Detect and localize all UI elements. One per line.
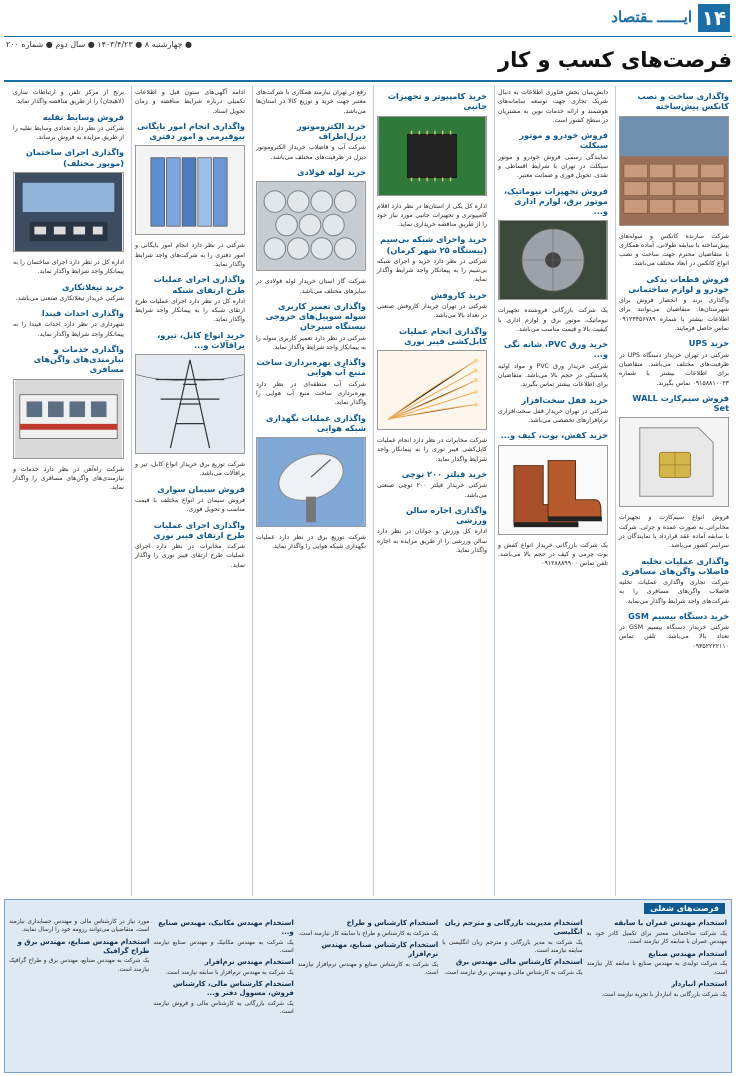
- item-title: فروش سیم‌کارت WALL Set: [632, 392, 729, 414]
- item-body: نمایندگی رسمی فروش خودرو و موتور سیکلت در تهران با شرایط اقساطی و نقدی. تحویل فوری و ضمانت معتبر.: [498, 153, 608, 180]
- item-title: خرید واجرای شبکه بی‌سیم (بیستگاه ۲۵ شهر کرمان): [380, 234, 487, 255]
- column: [10, 86, 127, 896]
- article-columns: [4, 86, 732, 896]
- job-title: استخدام کارشناس مالی، کارشناس فروش، مسوول دفتر و...: [172, 980, 294, 998]
- item-title: واگذاری عملیات تخلیه فاضلاب واگن‌های مسافری: [621, 555, 729, 576]
- item-title: خرید کامپیوتر و تجهیزات جانبی: [387, 91, 487, 112]
- item-body: شرکتی خریدار دستگاه بیسیم GSM در تعداد بالا می‌باشد. تلفن تماس ۰۹۳۵۲۲۲۲۱۱۰: [619, 624, 729, 650]
- item-title: خرید قفل سخت‌افزار: [521, 394, 608, 405]
- job-body: یک شرکت بازرگانی به انباردار با تجربه نیازمند است.: [601, 991, 727, 998]
- job-body: یک شرکت به مدیر بازرگانی و مترجم زبان انگلیسی با سابقه نیازمند است.: [442, 939, 583, 954]
- item-body: رفع در تهران نیازمند همکاری با شرکت‌های معتبر جهت خرید و توزیع کالا در استان‌ها می‌باشد.: [256, 89, 366, 115]
- item-body: شرکتی در نظر دارد تعدادی وسایط نقلیه را از طریق مزایده به فروش برساند.: [13, 124, 124, 142]
- job-body: یک شرکت به کارشناس و طراح با سابقه کار نیازمند است.: [298, 930, 439, 937]
- item-title: خرید کاروفش: [430, 289, 487, 300]
- item-body: اداره کل در نظر دارد اجرای ساختمان را به پیمانکار واجد شرایط واگذار نماید.: [13, 258, 124, 276]
- item-title: خرید تیغلاتکاری: [61, 281, 124, 292]
- item-body: شرکت تجاری واگذاری عملیات تخلیه فاضلاب واگن‌های مسافری را به شرکت‌های واجد شرایط واگذار می‌نماید.: [619, 579, 729, 605]
- column: [615, 86, 732, 896]
- item-title: واگذاری اجرای ساختمان (موبور مختلف): [25, 147, 124, 168]
- item-title: خرید لوله فولادی: [296, 166, 366, 177]
- job-title: استخدام کارشناس و طراح: [346, 919, 439, 927]
- page-header: [4, 4, 732, 82]
- item-body: شرکت راه‌آهن در نظر دارد خدمات و نیازمندی‌های واگن‌های مسافری را واگذار نماید.: [13, 465, 124, 492]
- job-title: استخدام مهندس صنایع، مهندس برق و طراح گرافیک: [17, 937, 150, 955]
- item-body: شرکت توزیع برق خریدار انواع کابل، تیر و یراقآلات می‌باشد.: [135, 461, 245, 478]
- fiber-optic-photo: [377, 350, 487, 430]
- column: [373, 86, 490, 896]
- boots-photo: [498, 445, 608, 535]
- job-title: استخدام انباردار: [671, 980, 727, 989]
- job-body: یک شرکت به کارشناس صنایع و مهندس نرم‌افزار نیازمند است.: [297, 961, 439, 977]
- item-title: خرید الکتروموتور دیزل‌اطراف: [297, 120, 366, 142]
- power-tower-photo: [135, 354, 245, 454]
- item-body: شرکت توزیع برق در نظر دارد عملیات نگهداری شبکه هوایی را واگذار نماید.: [256, 534, 366, 551]
- item-title: خرید کفش، بوت، کیف و...: [500, 430, 608, 441]
- job-title: استخدام مهندس مکانیک، مهندس صنایع و...: [158, 919, 294, 936]
- item-body: فروش سیمان در انواع مختلف با قیمت مناسب و تحویل فوری.: [135, 497, 245, 514]
- binders-photo: [135, 145, 245, 235]
- item-body: شرکت سازنده کانکس و سوله‌های پیش‌ساخته با سابقه طولانی، آماده همکاری با متقاضیان محترم جهت ساخت و نصب انواع کانکس در ابعاد مختلف می‌باشد.: [619, 232, 729, 268]
- item-title: واگذاری اجاره سالن ورزشی: [405, 504, 487, 526]
- job-body: یک شرکت بازرگانی به کارشناس مالی و فروش نیازمند است.: [153, 1000, 294, 1016]
- item-body: شرکت آب و فاضلاب خریدار الکتروموتور دیزل در ظرفیت‌های مختلف می‌باشد.: [256, 144, 366, 161]
- dateline: ● چهارشنبه ۸ ● ۱۴۰۳/۴/۲۳ ● سال دوم ● شماره ۲۰۰: [6, 40, 192, 49]
- item-title: واگذاری انجام عملیات کابل‌کشی فیبر نوری: [398, 325, 487, 346]
- job-column: [442, 916, 582, 1068]
- job-column: [298, 916, 438, 1068]
- job-body: یک شرکت ساختمانی معتبر برای تکمیل کادر خود به مهندس عمران با سابقه کار نیازمند است.: [586, 930, 727, 946]
- item-title: واگذاری خدمات و نیازمندی‌های واگن‌های مسافری: [33, 343, 124, 375]
- microchip-photo: [377, 116, 487, 196]
- job-opportunities-box: [4, 899, 732, 1073]
- item-body: یک شرکت بازرگانی فروشنده تجهیزات نیوماتیک، موتور برق و لوازم اداری با کیفیت بالا و قیمت مناسب می‌باشد.: [498, 307, 608, 333]
- item-body: شرکتی خریدار فیلتر ۲۰۰ توچی صنعتی می‌باشد.: [377, 482, 488, 499]
- train-wagon-photo: [13, 379, 124, 459]
- job-columns: [9, 916, 727, 1068]
- item-title: واگذاری اجرای عملیات طرح ارتقای شبکه: [153, 274, 245, 295]
- item-title: واگذاری انجام امور بایگانی بیوقیرمی و امور دفتری: [137, 120, 245, 142]
- item-body: شرکت مخابرات در نظر دارد انجام عملیات کابل‌کشی فیبر نوری را به پیمانکار واجد شرایط واگذار نماید.: [377, 437, 487, 463]
- item-title: خرید UPS: [688, 338, 729, 349]
- column: [131, 86, 248, 896]
- item-body: دانش‌بنیان بخش فناوری اطلاعات به دنبال شریک تجاری جهت توسعه سامانه‌های هوشمند و ارائه خدمات نوین به مشتریان در سطح کشور است.: [498, 89, 608, 124]
- item-body: شرکتی در تهران خریدار کاروفش صنعتی در تعداد بالا می‌باشد.: [377, 303, 487, 320]
- job-body: یک شرکت تولیدی به مهندس صنایع با سابقه کار نیازمند است.: [586, 961, 727, 976]
- item-title: فروش تجهیزات نیوماتیک، موتور برق، لوازم اداری و...: [504, 185, 608, 217]
- item-body: شهرداری در نظر دارد احداث فیندا را به پیمانکار واجد شرایط واگذار نماید.: [13, 321, 124, 338]
- item-body: شرکتی در نظر دارد خرید و اجرای شبکه بی‌سیم را به پیمانکار واجد شرایط واگذار نماید.: [377, 257, 487, 284]
- item-body: شرکت آب منطقه‌ای در نظر دارد بهره‌برداری ساخت منبع آب هوایی را واگذار نماید.: [256, 380, 366, 407]
- item-body: واگذاری برند و انحصار فروش برای شهرستان‌ها. متقاضیان می‌توانند برای اطلاعات بیشتر با شماره ۰۹۱۲۳۴۵۶۷۸۹ تماس حاصل فرمایند.: [619, 297, 729, 333]
- job-title: استخدام مهندس نرم‌افزار: [204, 958, 294, 967]
- job-body: یک شرکت به مهندس مکانیک و مهندس صنایع نیازمند است.: [153, 939, 294, 954]
- item-title: فروش قطعات یدکی خودرو و لوازم ساختمانی: [628, 273, 729, 294]
- job-title: استخدام مهندس صنایع: [648, 949, 727, 958]
- item-title: فروش وسایط نقلیه: [42, 111, 124, 122]
- kiosk-photo: [619, 116, 729, 226]
- item-body: شرکتی در نظر دارد تعمیر کاربری سوله را به پیمانکار واجد شرایط واگذار نماید.: [256, 334, 366, 351]
- item-body: اداره کل ورزش و جوانان در نظر دارد سالن ورزشی را از طریق مزایده به اجاره واگذار نماید.: [377, 528, 487, 554]
- item-body: فروش انواع سیم‌کارت و تجهیزات مخابراتی به صورت عمده و جزئی. شرکت با سابقه آماده عقد قرارداد با نمایندگان در سراسر کشور می‌باشد.: [619, 514, 729, 550]
- item-body: شرکتی خریدار تیغلاتکاری صنعتی می‌باشد.: [15, 294, 124, 302]
- job-title: استخدام کارشناس صنایع، مهندس نرم‌افزار: [321, 941, 439, 958]
- job-title: استخدام کارشناس مالی مهندس برق: [455, 958, 583, 967]
- item-body: ادامه آگهی‌های ستون قبل و اطلاعات تکمیلی درباره شرایط مناقصه و زمان تحویل اسناد.: [135, 89, 245, 115]
- item-body: یک شرکت بازرگانی خریدار انواع کفش و بوت چرمی و کیف در حجم بالا می‌باشد. تلفن تماس ۰۹۱۲۸۸۸۹۹۰۰: [498, 541, 608, 568]
- publication-name: ایــــــ ـقتصاد: [611, 8, 692, 26]
- item-title: فروش خودرو و موتور سیکلت: [519, 130, 608, 151]
- sim-card-photo: [619, 417, 729, 507]
- item-title: خرید ورق PVC، شانه نگی و...: [503, 339, 608, 360]
- item-title: خرید فیلتر ۲۰۰ توچی: [401, 469, 487, 480]
- item-body: اداره کل در نظر دارد اجرای عملیات طرح ارتقای شبکه را به پیمانکار واجد شرایط واگذار نماید.: [135, 297, 245, 324]
- satellite-dish-photo: [256, 437, 366, 527]
- job-column: [153, 916, 293, 1068]
- item-body: شرکتی در تهران خریدار دستگاه UPS در ظرفیت‌های مختلف می‌باشد. متقاضیان برای اطلاعات بیشتر با شماره ۰۹۱۵۸۸۱۰۰۲۳ تماس بگیرند.: [619, 351, 729, 387]
- control-room-photo: [13, 172, 124, 252]
- item-title: خرید انواع کابل، تیرو، یراقآلات و...: [157, 329, 245, 350]
- steel-pipes-photo: [256, 181, 366, 271]
- title-divider: [4, 80, 732, 82]
- item-title: واگذاری عملیات نگهداری شبکه هوایی: [265, 412, 366, 433]
- item-body: شرکتی خریدار ورق PVC و مواد اولیه پلاستیکی در حجم بالا می‌باشد. متقاضیان برای اطلاعات بیشتر تماس بگیرند.: [498, 362, 608, 389]
- saw-blade-photo: [498, 220, 608, 300]
- job-body: یک شرکت به کارشناس مالی و مهندس برق نیازمند است.: [444, 970, 583, 977]
- job-title: استخدام مهندس عمران با سابقه: [614, 919, 727, 927]
- item-title: واگذاری احداث فیندا: [41, 308, 124, 319]
- job-title: استخدام مدیریت بازرگانی و مترجم زبان انگلیسی: [444, 919, 583, 936]
- item-body: اداره کل یکی از استان‌ها در نظر دارد اقلام کامپیوتری و تجهیزات جانبی مورد نیاز خود را از طریق مناقصه خریداری نماید.: [377, 202, 487, 229]
- column: [252, 86, 369, 896]
- item-body: شرکتی در نظر دارد انجام امور بایگانی و امور دفتری را به شرکت‌های واجد شرایط واگذار نماید.: [135, 242, 245, 268]
- item-title: واگذاری تعمیر کاربری سوله سوپیل‌های خروجی نیستگاه سیرجان: [265, 300, 366, 332]
- job-body: یک شرکت به مهندس صنایع، مهندس برق و طراح گرافیک نیازمند است.: [8, 958, 150, 973]
- item-title: واگذاری اجرای عملیات طرح ارتقای فیبر نوری: [153, 519, 245, 540]
- item-title: واگذاری بهره‌برداری ساخت منبع آب هوایی: [256, 357, 366, 378]
- job-section-label: فرصت‌های شغلی: [644, 903, 725, 914]
- item-body: شرکتی در تهران خریدار قفل سخت‌افزاری نرم‌افزارهای تخصصی می‌باشد.: [498, 407, 608, 425]
- page-number: ۱۴: [698, 4, 730, 32]
- section-title: فرصت‌های کسب و کار: [497, 48, 732, 72]
- item-title: فروش سیمان سواری: [157, 483, 245, 494]
- column: [494, 86, 611, 896]
- item-body: شرکت گاز استان خریدار لوله فولادی در سایزهای مختلف می‌باشد.: [256, 278, 366, 295]
- job-column: [587, 916, 727, 1068]
- item-body: شرکت مخابرات در نظر دارد اجرای عملیات طرح ارتقای فیبر نوری را واگذار نماید.: [135, 543, 245, 569]
- job-body: مورد نیاز در کارشناس مالی و مهندس حسابداری نیازمند است. متقاضیان می‌توانند رزومه خود را ارسال نمایند.: [8, 919, 150, 934]
- header-divider: [4, 36, 732, 37]
- item-title: خرید دستگاه بیسیم GSM: [628, 610, 729, 621]
- item-title: واگذاری ساخت و نصب کانکس پیش‌ساخته: [637, 91, 729, 112]
- job-column: [9, 916, 149, 1068]
- item-body: برنج از مرکز تلفن و ارتباطات ساری (لاهیجان) را از طریق مناقصه واگذار نماید.: [13, 89, 124, 106]
- job-body: یک شرکت به مهندس نرم‌افزار با سابقه نیازمند است.: [165, 970, 294, 977]
